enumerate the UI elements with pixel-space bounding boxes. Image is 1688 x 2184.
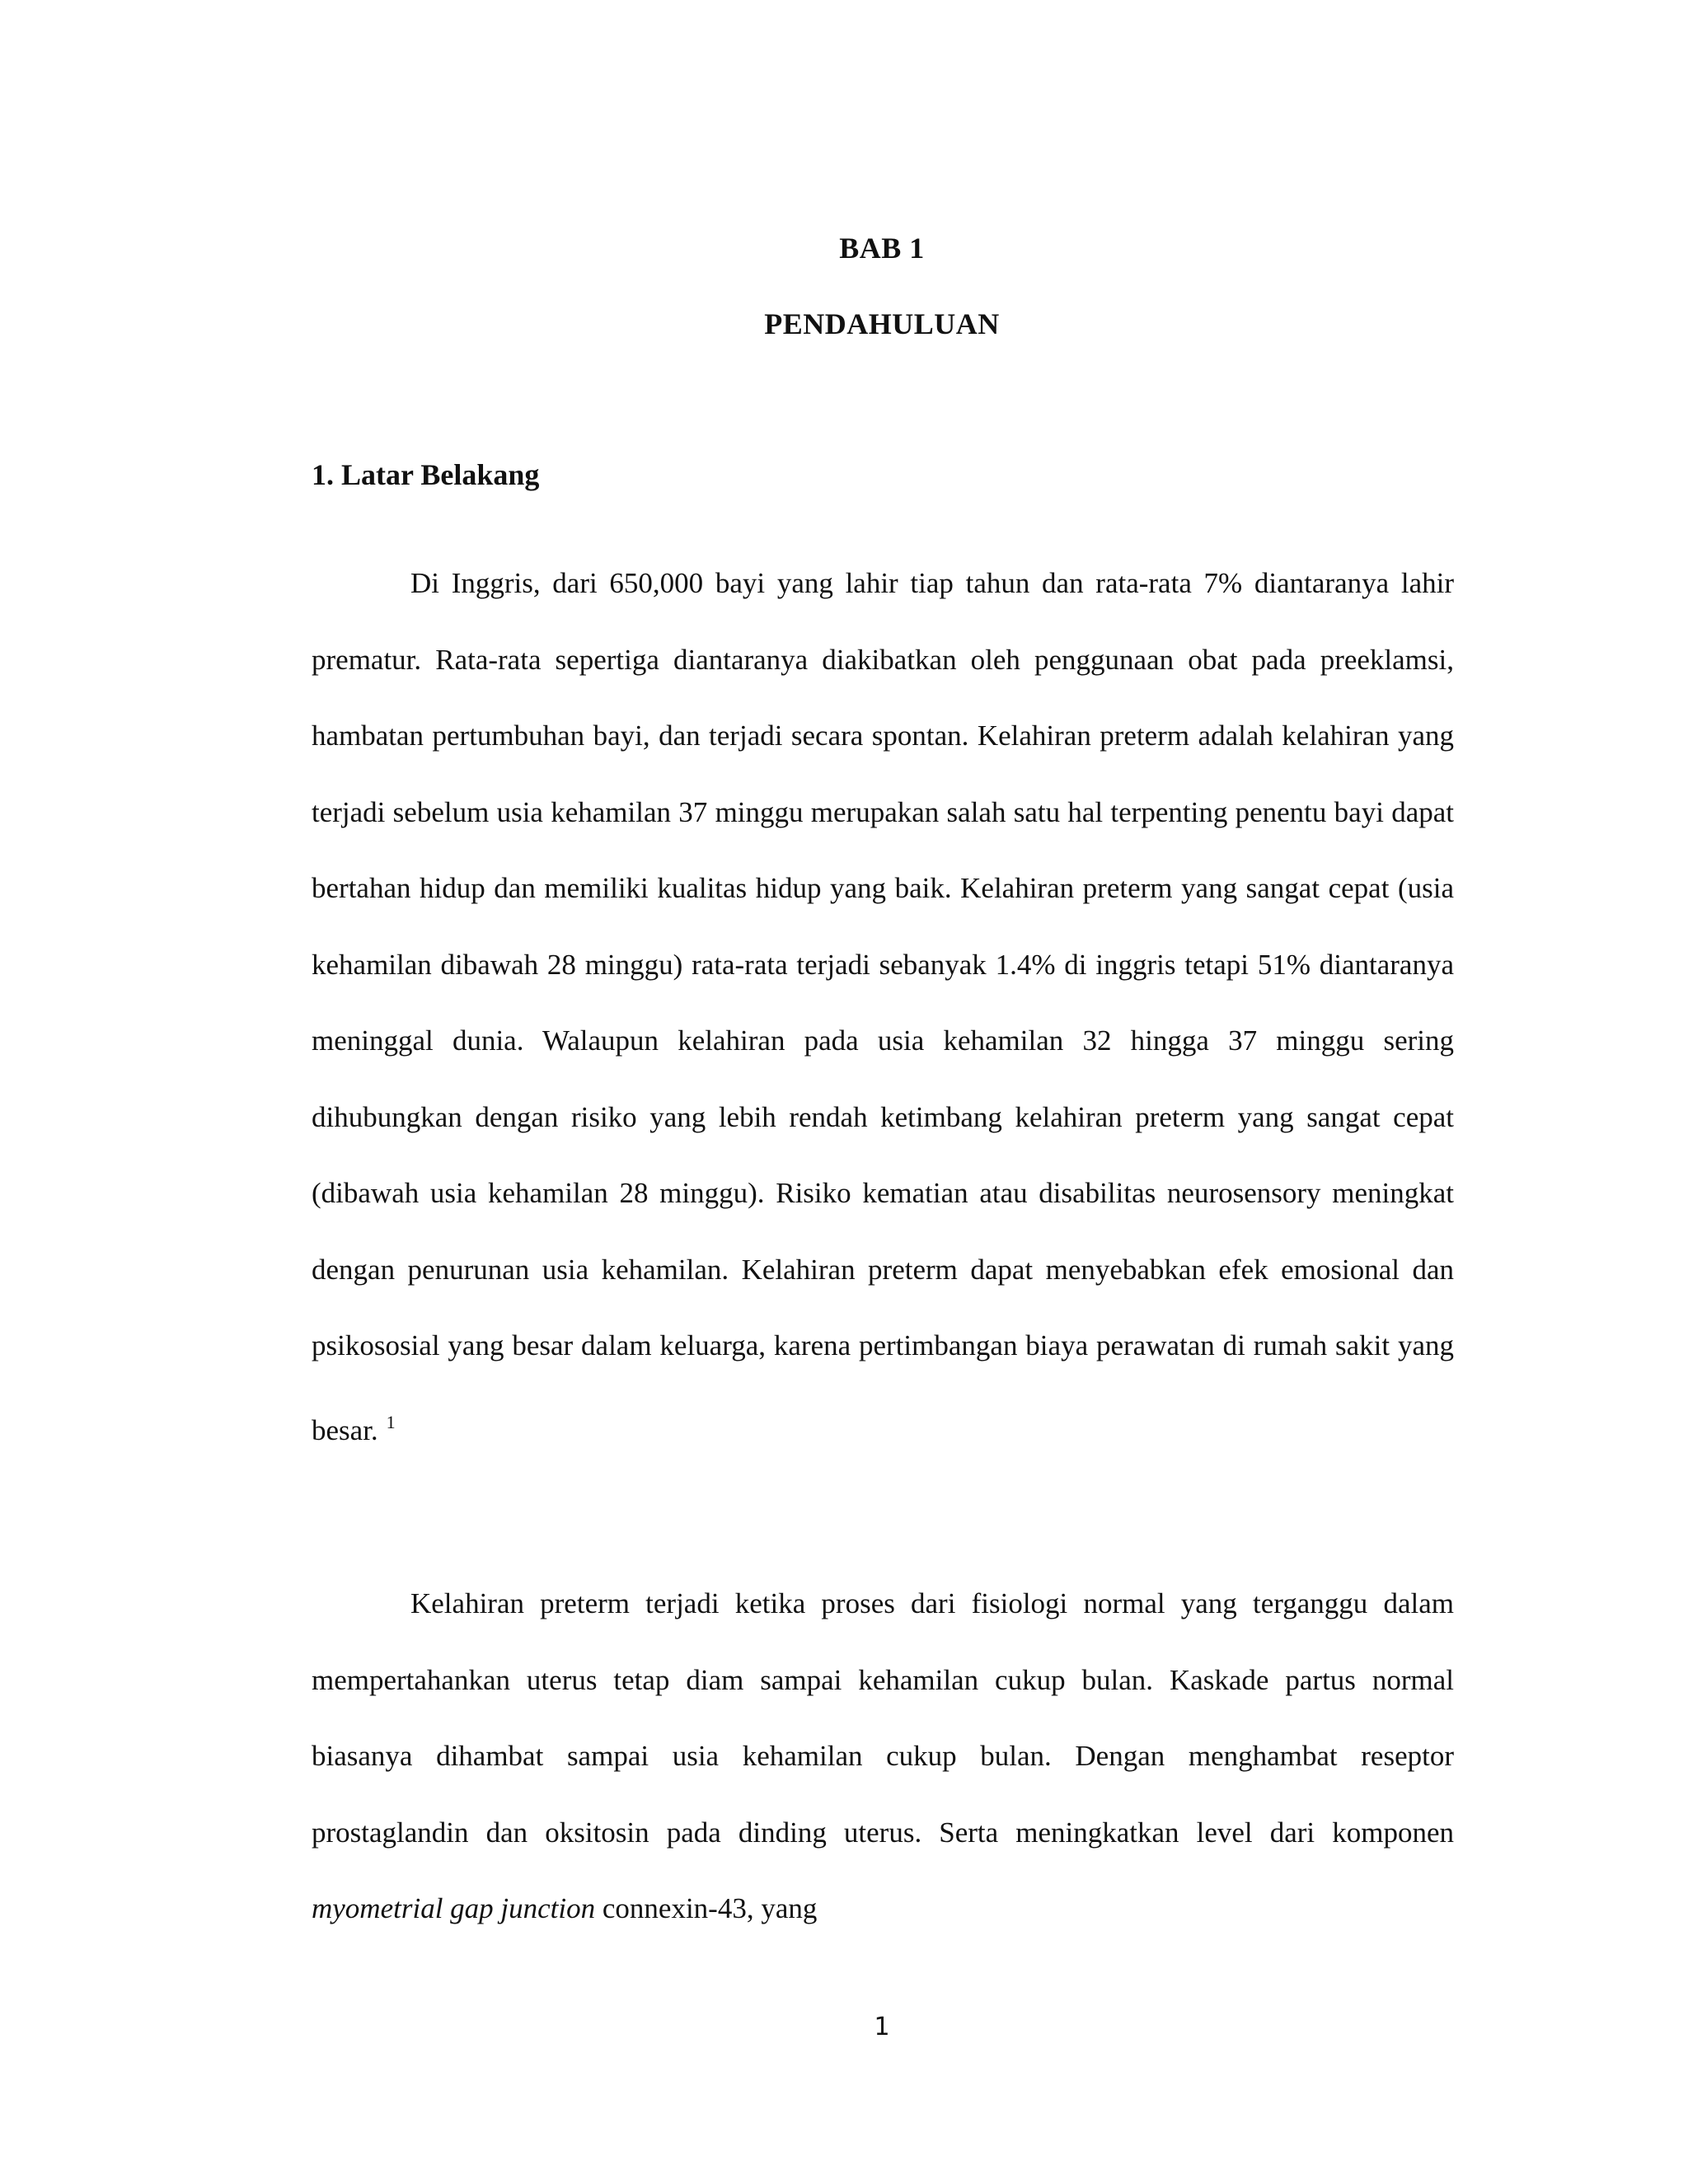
page-number: 1 <box>874 2013 890 2041</box>
paragraph-2 <box>312 1566 1454 1947</box>
paragraph-2-italic-term: myometrial gap junction <box>312 1892 596 1924</box>
paragraph-1-text: Di Inggris, dari 650,000 bayi yang lahir tiap tahun dan rata-rata 7% diantaranya lahir prematur. Rata-rata sepertiga diantaranya diakibatkan oleh penggunaan obat pada preeklamsi, hambatan pertumbuhan bayi, dan terjadi secara spontan. Kelahiran preterm adalah kelahiran yang terjadi sebelum usia kehamilan 37 minggu merupakan salah satu hal terpenting penentu bayi dapat bertahan hidup dan memiliki kualitas hidup yang baik. Kelahiran preterm yang sangat cepat (usia kehamilan dibawah 28 minggu) rata-rata terjadi sebanyak 1.4% di inggris tetapi 51% diantaranya meninggal dunia. Walaupun kelahiran pada usia kehamilan 32 hingga 37 minggu sering dihubungkan dengan risiko yang lebih rendah ketimbang kelahiran preterm yang sangat cepat (dibawah usia kehamilan 28 minggu). Risiko kematian atau disabilitas neurosensory meningkat dengan penurunan usia kehamilan. Kelahiran preterm dapat menyebabkan efek emosional dan psikososial yang besar dalam keluarga, karena pertimbangan biaya perawatan di rumah sakit yang besar. <box>312 567 1454 1446</box>
paragraph-2-text-end: connexin-43, yang <box>602 1892 818 1924</box>
paragraph-2-text: Kelahiran preterm terjadi ketika proses dari fisiologi normal yang terganggu dalam mempertahankan uterus tetap diam sampai kehamilan cukup bulan. Kaskade partus normal biasanya dihambat sampai usia kehamilan cukup bulan. Dengan menghambat reseptor prostaglandin dan oksitosin pada dinding uterus. Serta meningkatkan level dari komponen <box>312 1587 1454 1849</box>
chapter-title: PENDAHULUAN <box>764 307 1000 340</box>
chapter-number: BAB 1 <box>839 232 925 265</box>
section-title: 1. Latar Belakang <box>312 458 540 491</box>
footnote-marker: 1 <box>386 1411 396 1432</box>
paragraph-1 <box>312 546 1454 1469</box>
